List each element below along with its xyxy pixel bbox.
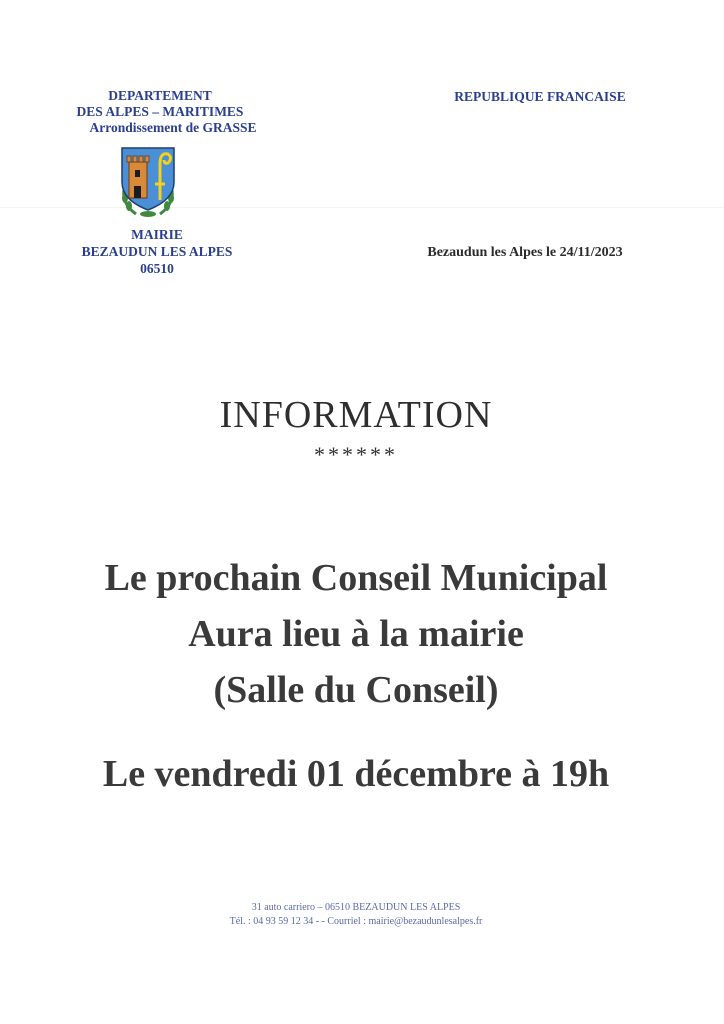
announcement-line-1: Le prochain Conseil Municipal bbox=[104, 557, 608, 599]
announcement-body bbox=[0, 550, 712, 718]
mairie-line-3: 06510 bbox=[140, 261, 174, 276]
footer-address: 31 auto carriero – 06510 BEZAUDUN LES ALPES bbox=[251, 902, 461, 913]
meeting-datetime: Le vendredi 01 décembre à 19h bbox=[102, 753, 610, 795]
department-line-3: Arrondissement de GRASSE bbox=[89, 120, 257, 135]
page-title: INFORMATION bbox=[219, 394, 493, 436]
footer-contact: Tél. : 04 93 59 12 34 - - Courriel : mairie@bezaudunlesalpes.fr bbox=[229, 916, 483, 927]
mairie-line-2: BEZAUDUN LES ALPES bbox=[81, 244, 233, 259]
scan-line bbox=[0, 207, 724, 208]
republique-header: REPUBLIQUE FRANCAISE bbox=[454, 89, 626, 104]
coat-of-arms-icon bbox=[118, 142, 178, 220]
mairie-header bbox=[62, 226, 252, 277]
announcement-line-3: (Salle du Conseil) bbox=[213, 669, 499, 711]
department-header bbox=[40, 88, 280, 136]
title-separator: ****** bbox=[314, 442, 398, 467]
footer bbox=[0, 901, 712, 929]
date-line: Bezaudun les Alpes le 24/11/2023 bbox=[427, 245, 623, 260]
department-line-1: DEPARTEMENT bbox=[108, 88, 212, 103]
mairie-line-1: MAIRIE bbox=[131, 227, 183, 242]
department-line-2: DES ALPES – MARITIMES bbox=[76, 104, 244, 119]
announcement-line-2: Aura lieu à la mairie bbox=[188, 613, 524, 655]
